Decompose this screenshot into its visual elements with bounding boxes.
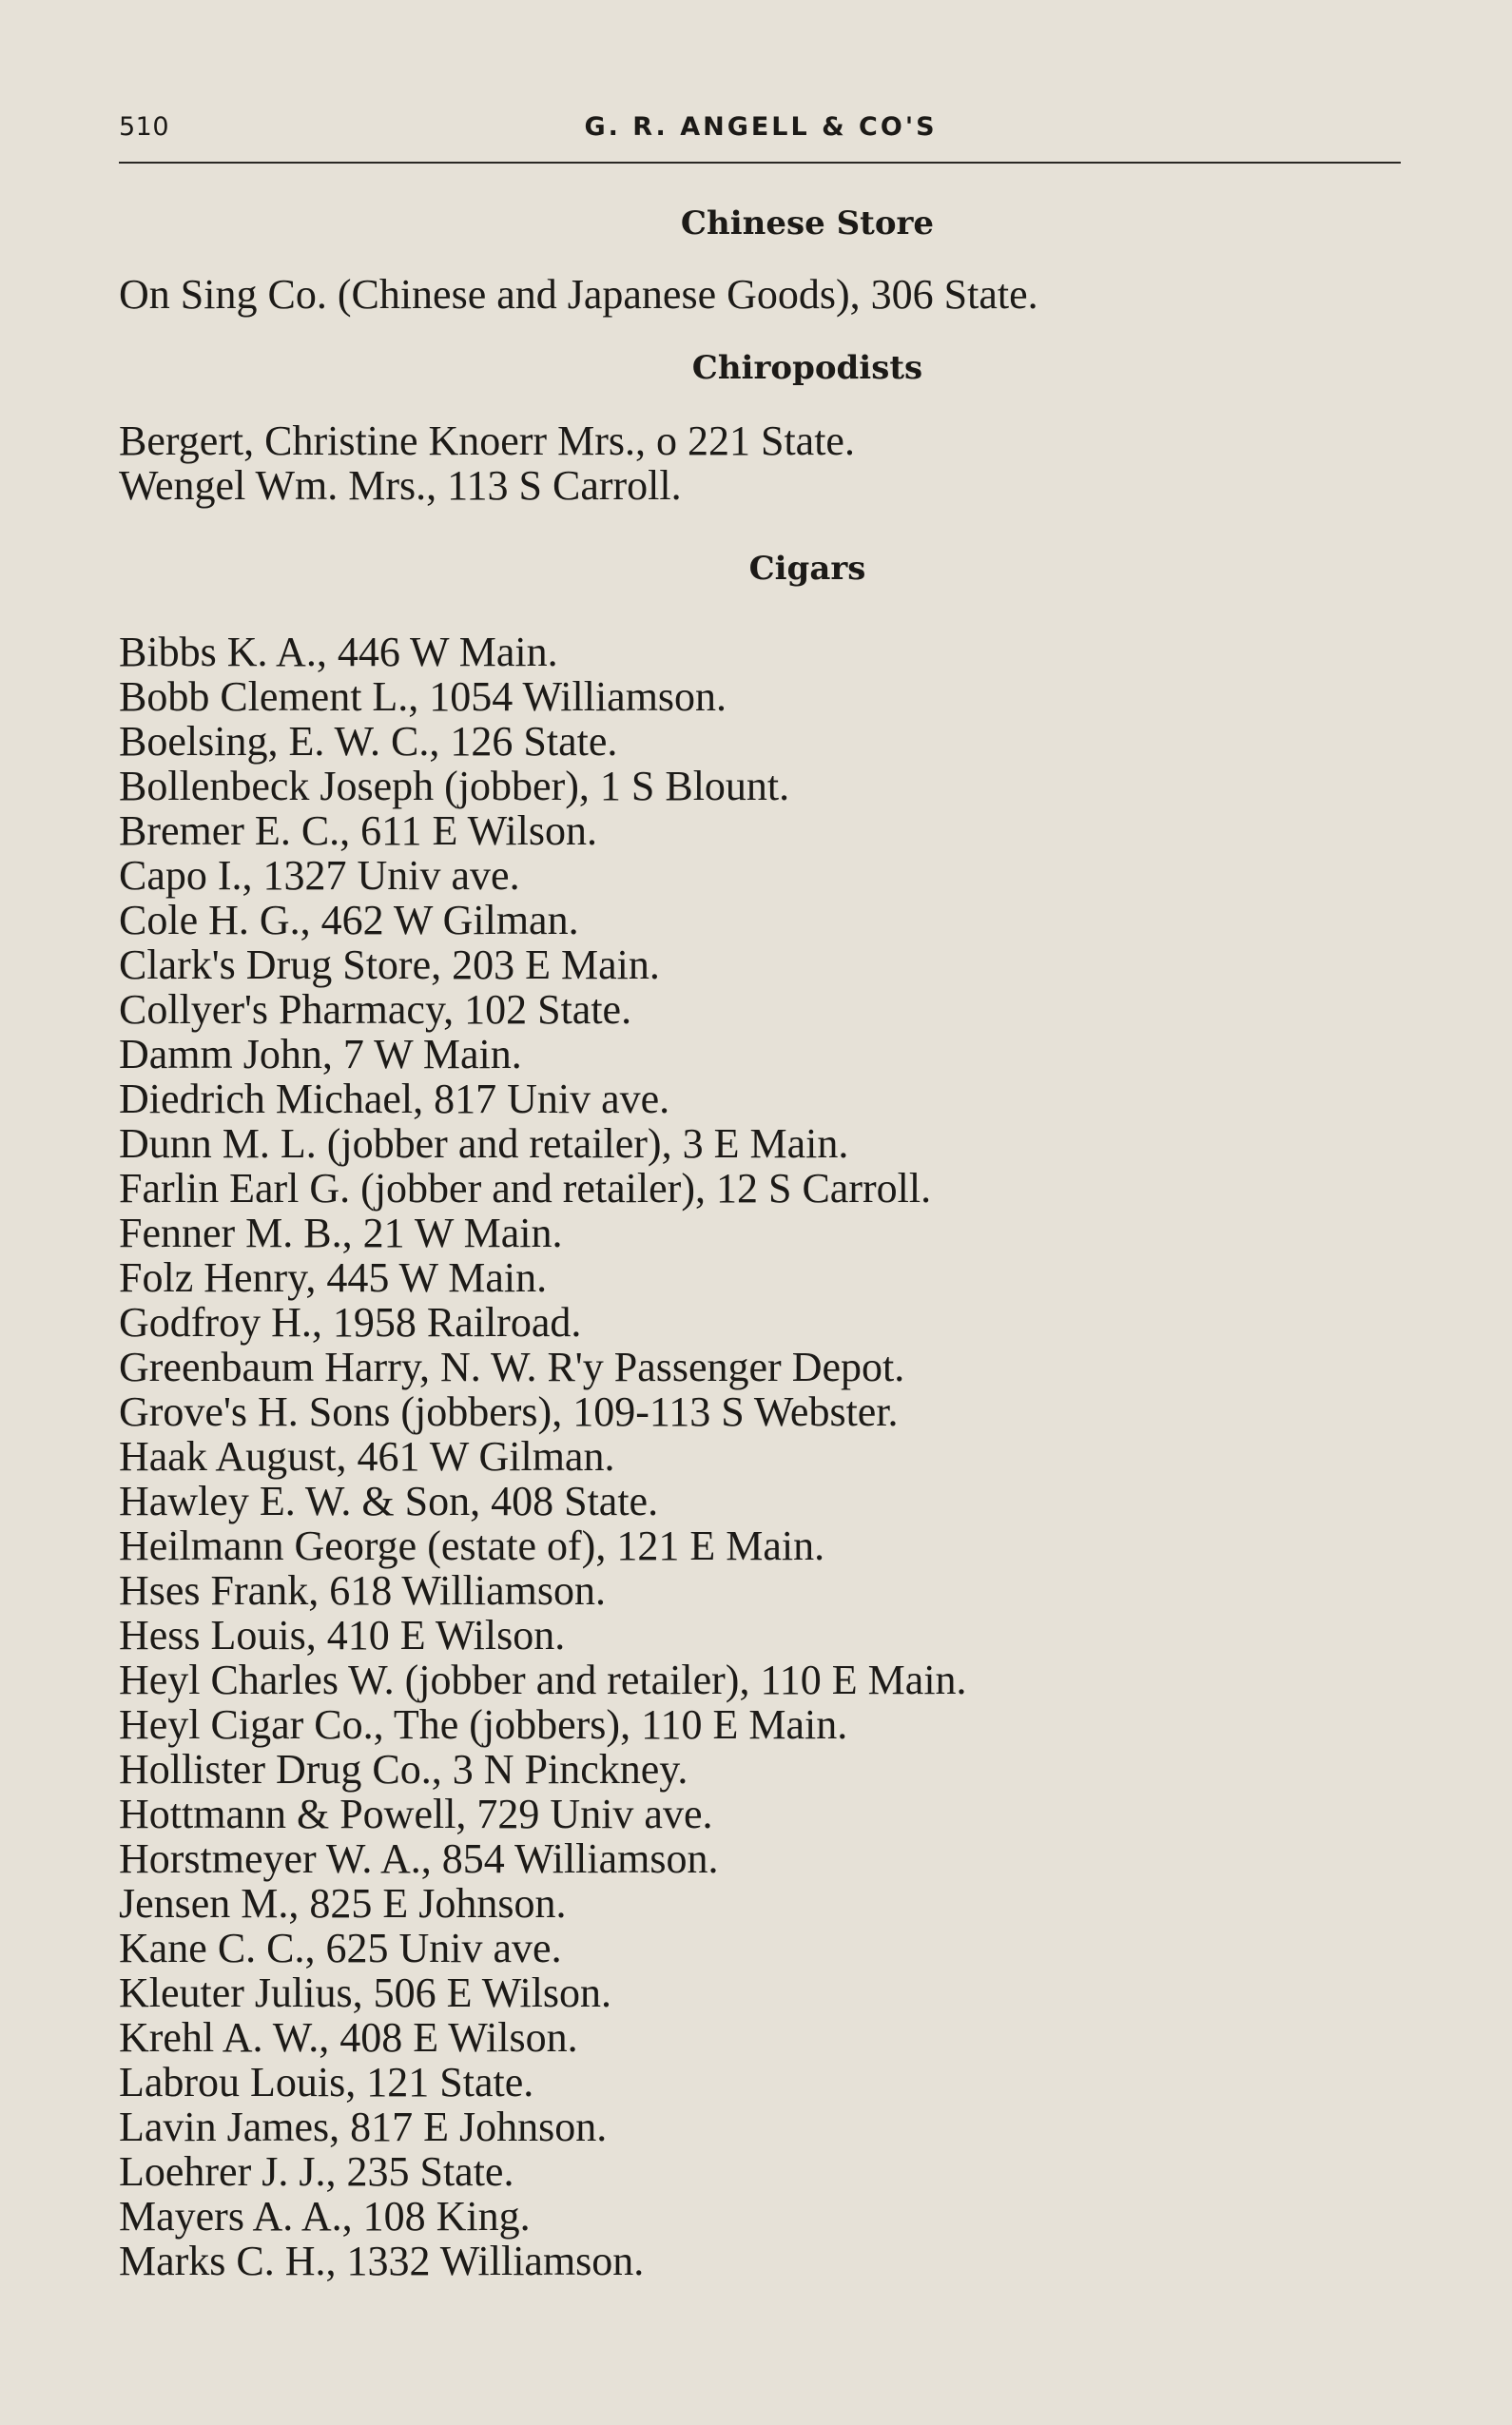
list-item: Loehrer J. J., 235 State.: [119, 2148, 514, 2195]
list-item: Heyl Charles W. (jobber and retailer), 110 E Main.: [119, 1657, 967, 1703]
list-item: Horstmeyer W. A., 854 Williamson.: [119, 1835, 719, 1882]
list-item: Grove's H. Sons (jobbers), 109-113 S Webster.: [119, 1388, 899, 1435]
list-item: Collyer's Pharmacy, 102 State.: [119, 986, 632, 1033]
list-item: Hses Frank, 618 Williamson.: [119, 1567, 606, 1614]
list-item: Heilmann George (estate of), 121 E Main.: [119, 1523, 825, 1569]
list-item: Mayers A. A., 108 King.: [119, 2193, 531, 2240]
list-item: Wengel Wm. Mrs., 113 S Carroll.: [119, 462, 682, 509]
list-item: Capo I., 1327 Univ ave.: [119, 852, 520, 899]
list-item: Damm John, 7 W Main.: [119, 1031, 522, 1077]
list-item: Folz Henry, 445 W Main.: [119, 1254, 548, 1301]
running-head: G. R. ANGELL & CO'S: [584, 112, 938, 142]
list-item: Kane C. C., 625 Univ ave.: [119, 1925, 562, 1971]
list-item: Hollister Drug Co., 3 N Pinckney.: [119, 1746, 688, 1793]
list-item: Godfroy H., 1958 Railroad.: [119, 1299, 582, 1346]
page-number: 510: [119, 112, 170, 142]
list-item: Dunn M. L. (jobber and retailer), 3 E Main.: [119, 1120, 849, 1167]
list-item: Heyl Cigar Co., The (jobbers), 110 E Main.: [119, 1701, 848, 1748]
list-item: Greenbaum Harry, N. W. R'y Passenger Depot.: [119, 1344, 905, 1390]
directory-content: [119, 185, 1401, 2283]
list-item: Lavin James, 817 E Johnson.: [119, 2104, 608, 2150]
list-item: Clark's Drug Store, 203 E Main.: [119, 941, 660, 988]
page-header: [119, 107, 1401, 152]
list-item: Bibbs K. A., 446 W Main.: [119, 629, 558, 675]
header-rule: [119, 162, 1401, 164]
list-item: Bobb Clement L., 1054 Williamson.: [119, 673, 727, 720]
list-item: Cole H. G., 462 W Gilman.: [119, 897, 579, 943]
section-heading: Chinese Store: [680, 204, 935, 242]
list-item: Diedrich Michael, 817 Univ ave.: [119, 1076, 670, 1122]
list-item: Kleuter Julius, 506 E Wilson.: [119, 1969, 612, 2016]
list-item: Krehl A. W., 408 E Wilson.: [119, 2014, 578, 2061]
list-item: On Sing Co. (Chinese and Japanese Goods), 306 State.: [119, 271, 1038, 318]
list-item: Hess Louis, 410 E Wilson.: [119, 1612, 566, 1659]
section-heading: Chiropodists: [691, 349, 923, 387]
list-item: Farlin Earl G. (jobber and retailer), 12 S Carroll.: [119, 1165, 932, 1212]
section-heading: Cigars: [748, 550, 866, 588]
list-item: Hottmann & Powell, 729 Univ ave.: [119, 1791, 713, 1837]
list-item: Jensen M., 825 E Johnson.: [119, 1880, 567, 1927]
list-item: Labrou Louis, 121 State.: [119, 2059, 534, 2105]
list-item: Boelsing, E. W. C., 126 State.: [119, 718, 618, 765]
list-item: Bergert, Christine Knoerr Mrs., o 221 State.: [119, 417, 855, 464]
section-cigars: [119, 548, 1401, 2283]
list-item: Bollenbeck Joseph (jobber), 1 S Blount.: [119, 763, 790, 809]
list-item: Fenner M. B., 21 W Main.: [119, 1210, 563, 1256]
list-item: Bremer E. C., 611 E Wilson.: [119, 807, 597, 854]
section-chinese-store: [119, 203, 1401, 317]
list-item: Hawley E. W. & Son, 408 State.: [119, 1478, 659, 1524]
list-item: Marks C. H., 1332 Williamson.: [119, 2238, 645, 2284]
list-item: Haak August, 461 W Gilman.: [119, 1433, 615, 1480]
section-chiropodists: [119, 347, 1401, 508]
